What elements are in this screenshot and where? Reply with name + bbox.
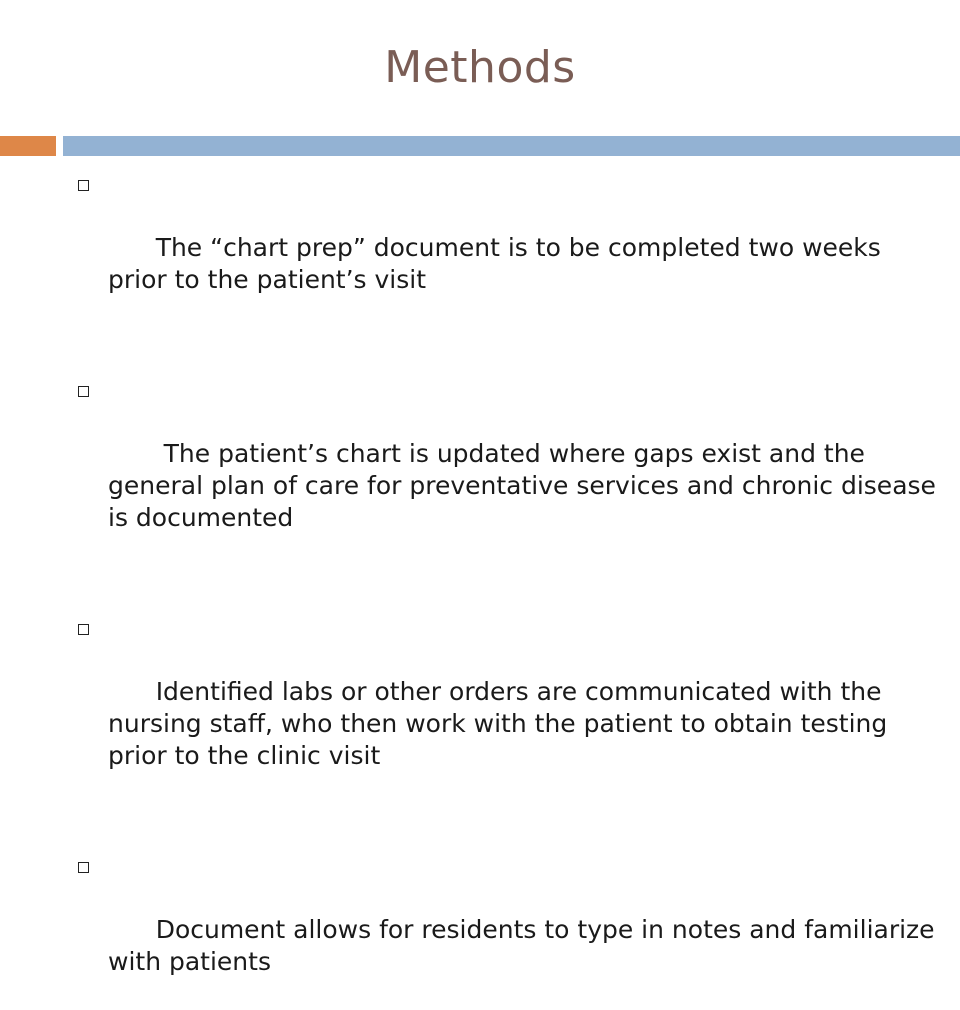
title-rule <box>63 136 960 156</box>
bullet-item <box>76 612 946 804</box>
bullet-item <box>76 850 946 1010</box>
hollow-square-icon <box>78 386 89 397</box>
bullet-text: Identified labs or other orders are communicated with the nursing staff, who then work with the patient to obtain testing prior to the clinic visit <box>108 677 896 770</box>
bullet-item <box>76 168 946 328</box>
hollow-square-icon <box>78 862 89 873</box>
bullet-item <box>76 374 946 566</box>
hollow-square-icon <box>78 624 89 635</box>
title-rule-accent <box>0 136 56 156</box>
bullet-text: The “chart prep” document is to be completed two weeks prior to the patient’s visit <box>108 233 889 294</box>
bullet-list <box>76 168 946 1010</box>
bullet-text: Document allows for residents to type in notes and familiarize with patients <box>108 915 943 976</box>
slide-title: Methods <box>384 42 576 93</box>
hollow-square-icon <box>78 180 89 191</box>
bullet-text: The patient’s chart is updated where gaps exist and the general plan of care for preventative services and chronic disease is documented <box>108 439 944 532</box>
